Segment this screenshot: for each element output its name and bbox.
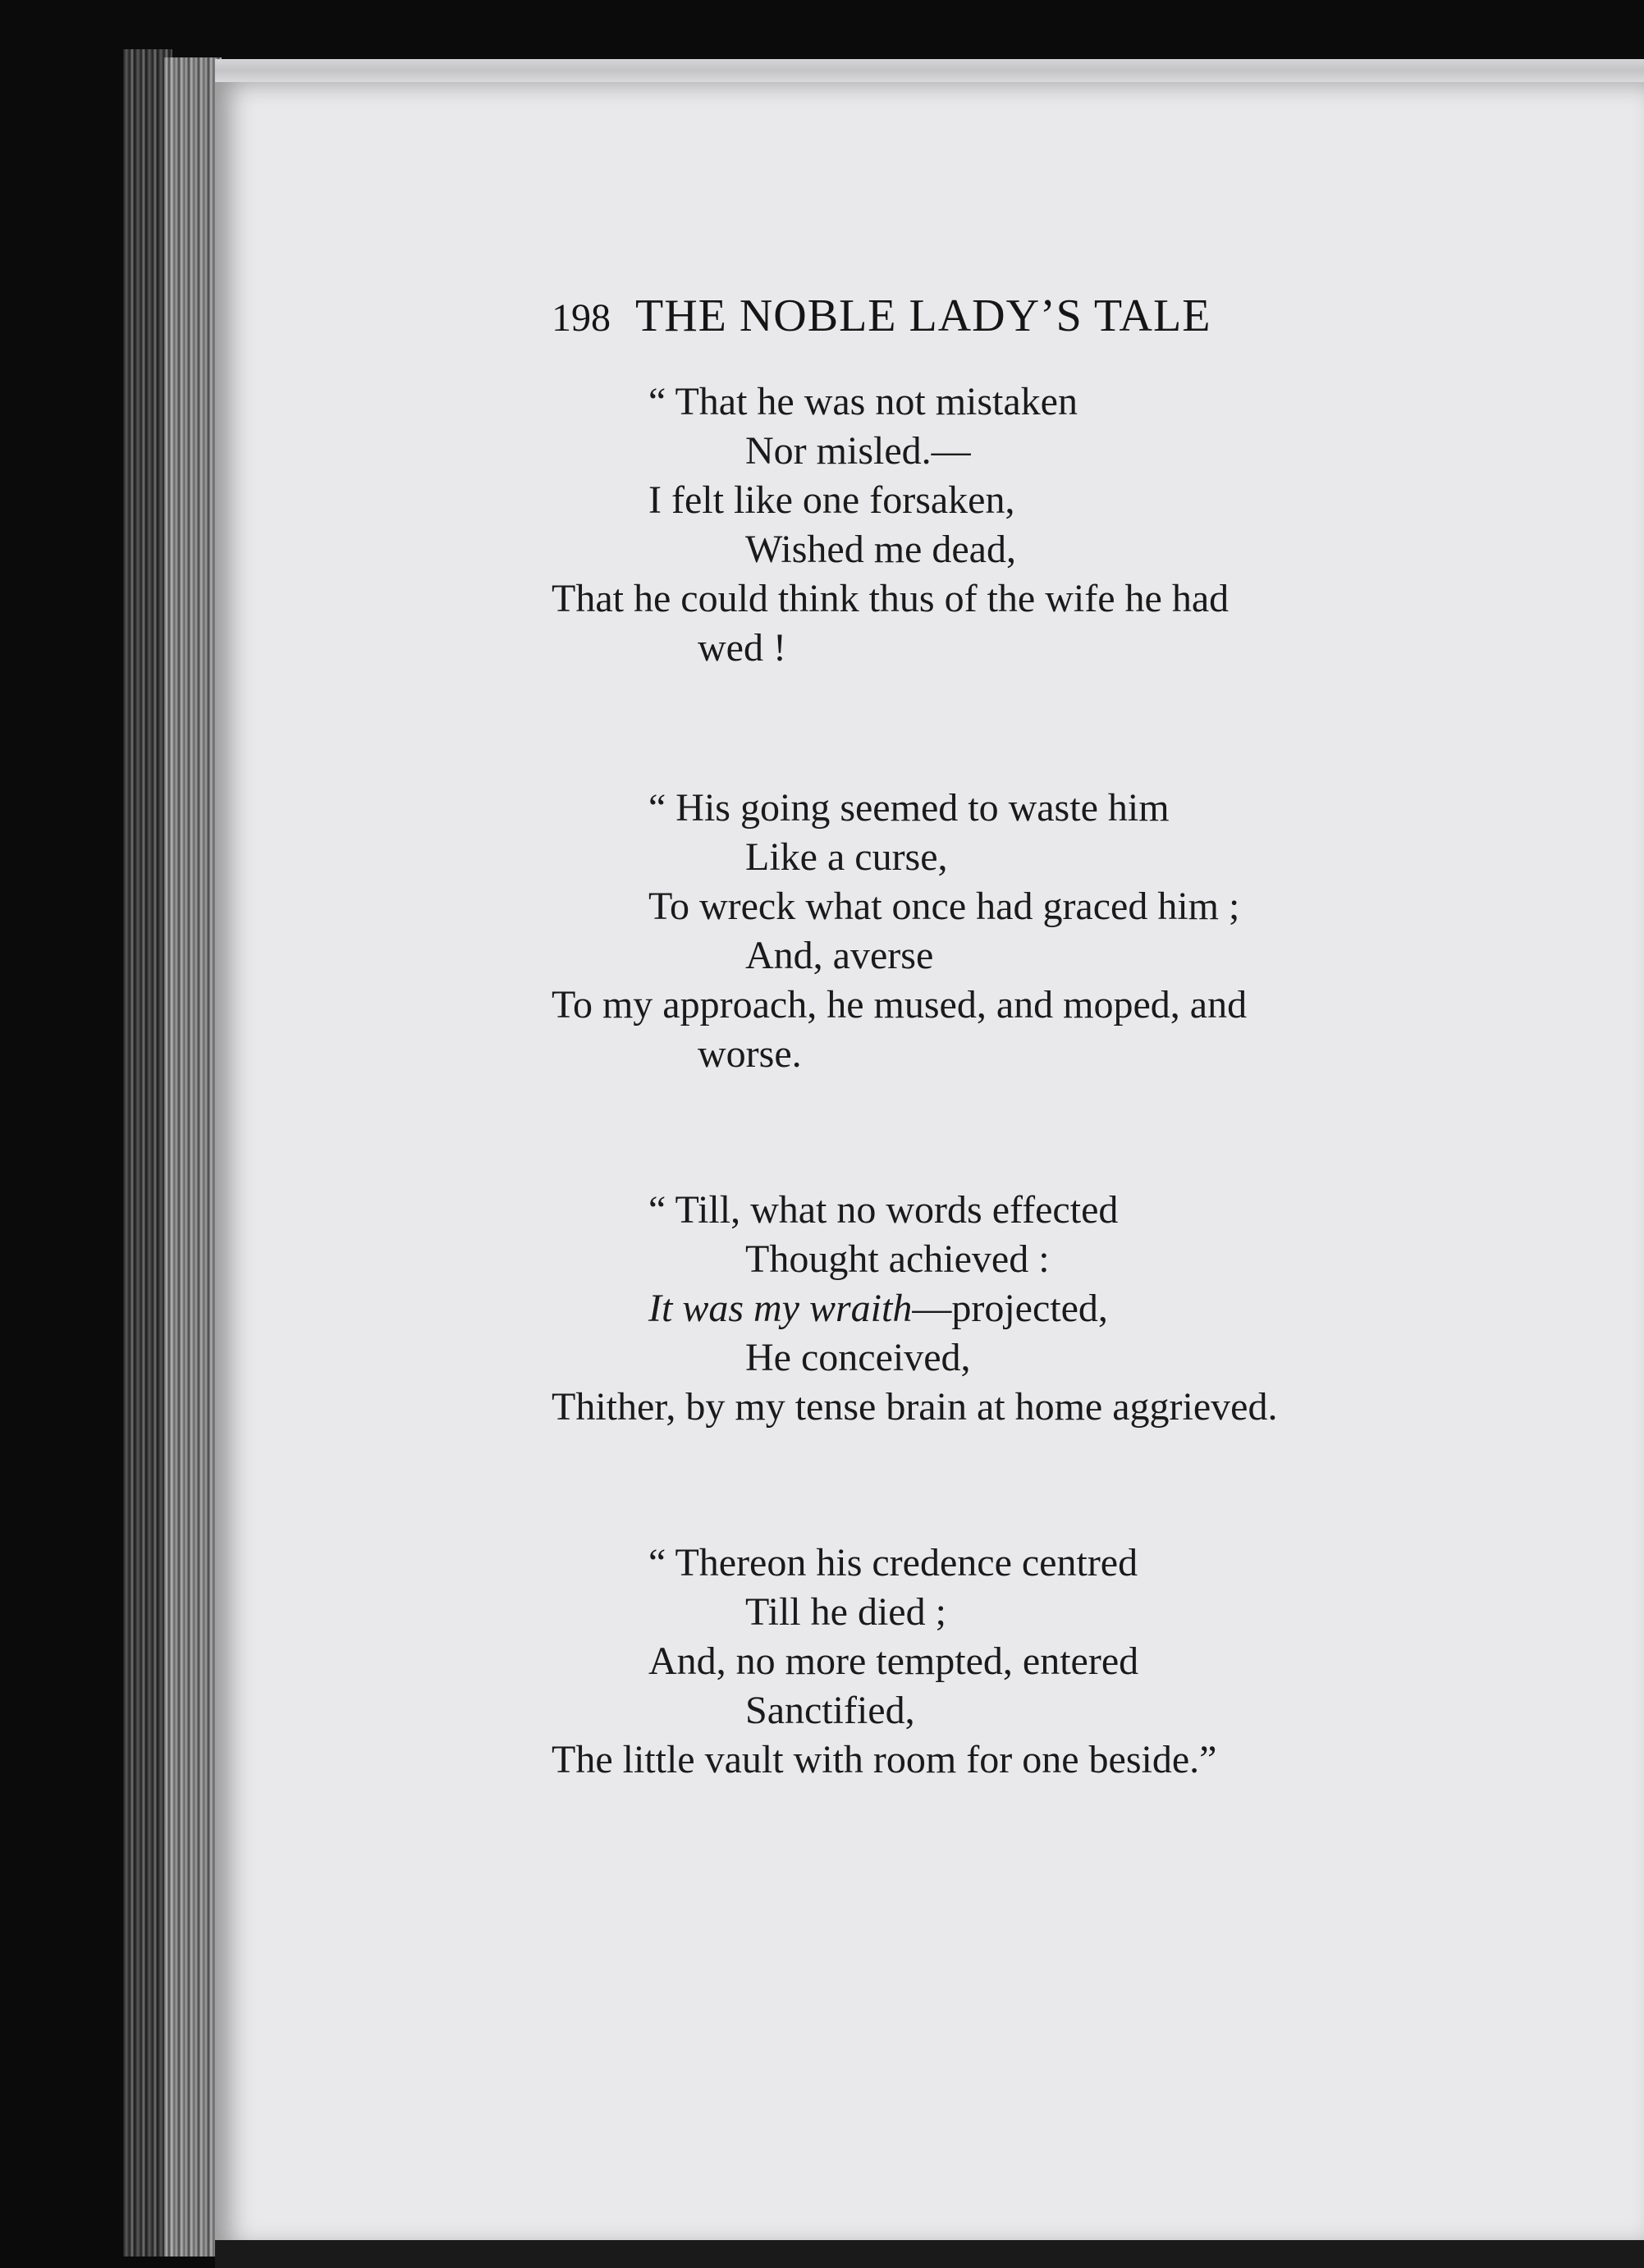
- verse-line: “ Till, what no words effected: [648, 1188, 1119, 1232]
- italic-phrase: It was my wraith: [648, 1287, 913, 1330]
- verse-line: Nor misled.—: [745, 429, 971, 473]
- page-number: 198: [552, 296, 611, 340]
- verse-line: “ Thereon his credence centred: [648, 1541, 1138, 1584]
- verse-line: I felt like one forsaken,: [648, 478, 1015, 522]
- verse-line: That he could think thus of the wife he had: [552, 577, 1230, 620]
- verse-line: To wreck what once had graced him ;: [648, 885, 1240, 928]
- verse-line: Wished me dead,: [745, 528, 1016, 571]
- verse-line: And, no more tempted, entered: [648, 1639, 1139, 1683]
- verse-line: The little vault with room for one beside.”: [552, 1738, 1217, 1781]
- verse-line-italic: [648, 1284, 1108, 1333]
- running-header: [552, 287, 1211, 347]
- verse-line: Thither, by my tense brain at home aggrieved.: [552, 1385, 1278, 1429]
- verse-line: Like a curse,: [745, 835, 948, 879]
- verse-line: wed !: [698, 626, 786, 670]
- verse-line: To my approach, he mused, and moped, and: [552, 983, 1248, 1027]
- page-bottom-edge: [215, 2240, 1644, 2268]
- verse-line: “ That he was not mistaken: [648, 380, 1078, 423]
- running-title: THE NOBLE LADY’S TALE: [635, 290, 1211, 341]
- page-stack-edge: [164, 57, 222, 2257]
- verse-line: He conceived,: [745, 1336, 971, 1379]
- verse-line-rest: —projected,: [912, 1287, 1108, 1330]
- verse-line: Thought achieved :: [745, 1237, 1050, 1281]
- verse-line: Till he died ;: [745, 1590, 946, 1634]
- verse-line: Sanctified,: [745, 1689, 915, 1732]
- verse-line: worse.: [698, 1032, 802, 1076]
- verse-line: “ His going seemed to waste him: [648, 786, 1170, 830]
- verse-line: And, averse: [745, 934, 934, 977]
